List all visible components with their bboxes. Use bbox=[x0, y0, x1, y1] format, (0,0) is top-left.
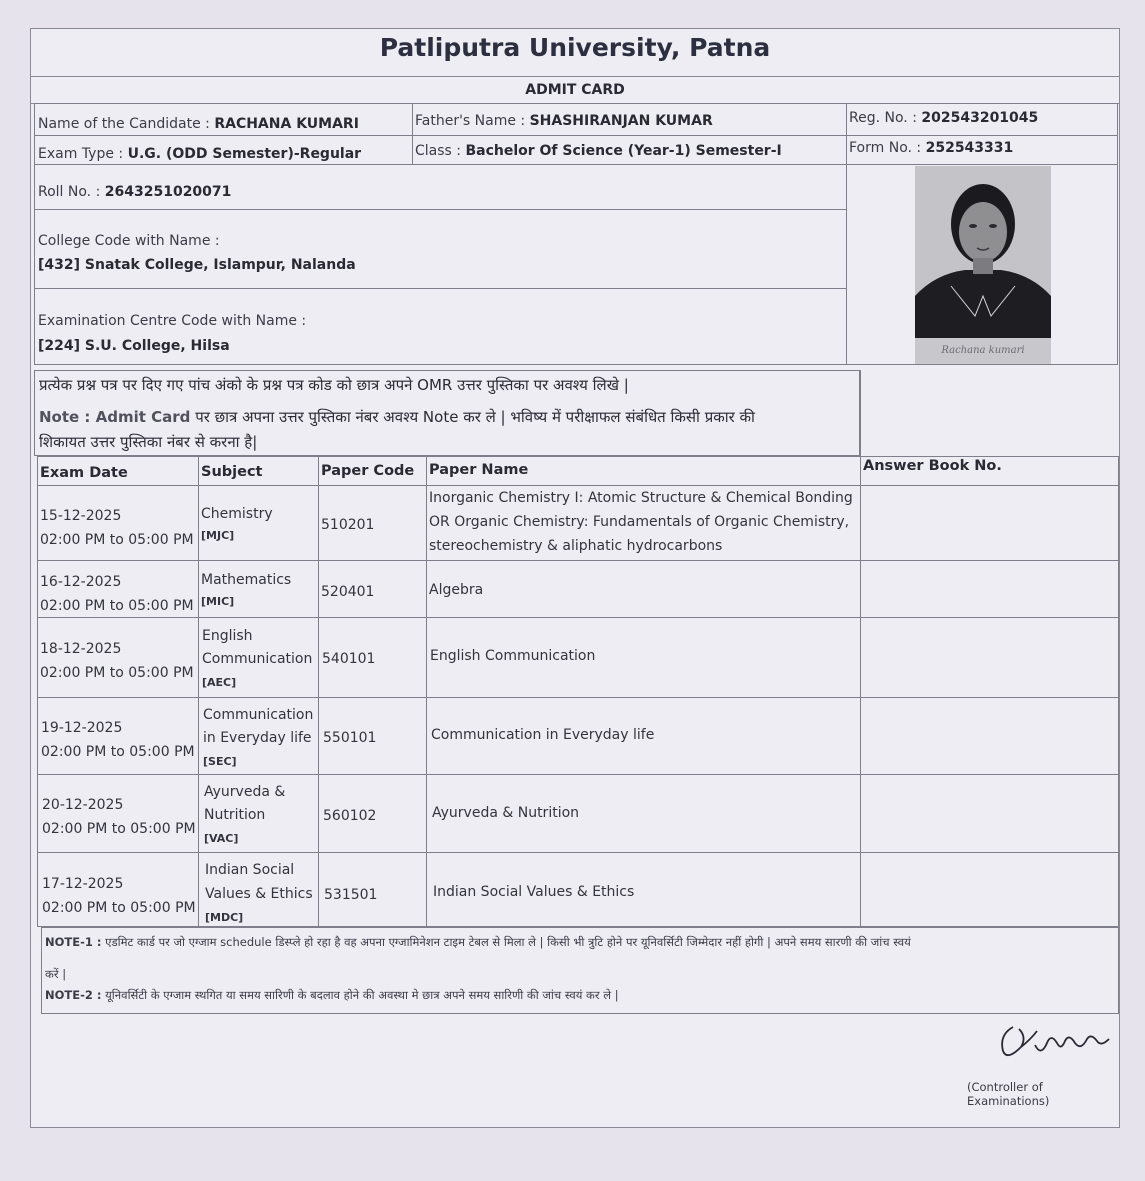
table-row-date: 18-12-2025 02:00 PM to 05:00 PM bbox=[40, 641, 194, 681]
table-row-code: 560102 bbox=[323, 808, 377, 824]
table-row-subject: Indian Social Values & Ethics [MDC] bbox=[205, 862, 313, 924]
table-row-date: 17-12-2025 02:00 PM to 05:00 PM bbox=[42, 876, 196, 916]
header-answer-book: Answer Book No. bbox=[863, 458, 1002, 474]
father-name: Father's Name : SHASHIRANJAN KUMAR bbox=[415, 113, 713, 129]
reg-no: Reg. No. : 202543201045 bbox=[849, 110, 1039, 126]
college-name: [432] Snatak College, Islampur, Nalanda bbox=[38, 257, 356, 273]
header-paper-code: Paper Code bbox=[321, 463, 415, 479]
row-divider bbox=[34, 209, 846, 210]
college-label: College Code with Name : bbox=[38, 233, 220, 249]
table-row-paper: Indian Social Values & Ethics bbox=[433, 884, 635, 900]
photo-signature: Rachana kumari bbox=[915, 338, 1051, 364]
table-row-code: 550101 bbox=[323, 730, 377, 746]
table-row-code: 510201 bbox=[321, 517, 375, 533]
exam-type: Exam Type : U.G. (ODD Semester)-Regular bbox=[38, 146, 362, 162]
table-row-paper: Inorganic Chemistry I: Atomic Structure & Chemical Bonding OR Organic Chemistry: Fundamentals of Organic Chemistry, stereochemistry & aliphatic hydrocarbons bbox=[429, 490, 853, 554]
table-row-subject: Chemistry [MJC] bbox=[201, 506, 273, 542]
centre-name: [224] S.U. College, Hilsa bbox=[38, 338, 230, 354]
table-row-date: 19-12-2025 02:00 PM to 05:00 PM bbox=[41, 720, 195, 760]
row-divider bbox=[34, 288, 846, 289]
row-divider bbox=[34, 164, 1118, 165]
table-row-subject: Ayurveda & Nutrition [VAC] bbox=[204, 784, 286, 845]
table-row-code: 520401 bbox=[321, 584, 375, 600]
admit-card-note-cont: शिकायत उत्तर पुस्तिका नंबर से करना है| bbox=[39, 433, 258, 451]
admit-card-note: Note : Admit Card पर छात्र अपना उत्तर पुस्तिका नंबर अवश्य Note कर ले | भविष्य में परीक्षाफल संबंधित किसी प्रकार की bbox=[39, 408, 755, 426]
col-divider bbox=[318, 456, 319, 927]
row-divider bbox=[37, 697, 1119, 698]
table-row-date: 20-12-2025 02:00 PM to 05:00 PM bbox=[42, 797, 196, 837]
header-exam-date: Exam Date bbox=[40, 465, 128, 481]
col-divider bbox=[426, 456, 427, 927]
table-row-subject: Mathematics [MIC] bbox=[201, 572, 292, 608]
roll-no: Roll No. : 2643251020071 bbox=[38, 184, 232, 200]
photo-portrait-icon bbox=[915, 166, 1051, 338]
university-title: Patliputra University, Patna bbox=[379, 33, 771, 62]
table-row-subject: Communication in Everyday life [SEC] bbox=[203, 707, 314, 768]
table-row-paper: Communication in Everyday life bbox=[431, 727, 655, 743]
instruction-line: प्रत्येक प्रश्न पत्र पर दिए गए पांच अंको के प्रश्न पत्र कोड को छात्र अपने OMR उत्तर पुस्तिका पर अवश्य लिखे | bbox=[39, 376, 629, 394]
col-divider bbox=[198, 456, 199, 927]
table-row-date: 16-12-2025 02:00 PM to 05:00 PM bbox=[40, 574, 194, 614]
table-row-paper: Algebra bbox=[429, 582, 484, 598]
header-paper-name: Paper Name bbox=[429, 462, 529, 478]
signature-icon bbox=[991, 1017, 1121, 1067]
row-divider bbox=[37, 852, 1119, 853]
admit-card-sheet bbox=[30, 28, 1120, 1128]
table-row-paper: English Communication bbox=[430, 648, 596, 664]
admit-card-heading: ADMIT CARD bbox=[31, 76, 1119, 104]
col-divider bbox=[846, 103, 847, 365]
col-divider bbox=[412, 103, 413, 164]
note-2: NOTE-2 : यूनिवर्सिटी के एग्जाम स्थगित या समय सारिणी के बदलाव होने की अवस्था मे छात्र अपने समय सारिणी की जांच स्वयं कर ले | bbox=[45, 988, 619, 1002]
centre-label: Examination Centre Code with Name : bbox=[38, 313, 307, 329]
col-divider bbox=[860, 370, 861, 927]
candidate-photo bbox=[915, 166, 1051, 338]
header-subject: Subject bbox=[201, 464, 263, 480]
table-row-code: 531501 bbox=[324, 887, 378, 903]
table-row-date: 15-12-2025 02:00 PM to 05:00 PM bbox=[40, 508, 194, 548]
table-row-code: 540101 bbox=[322, 651, 376, 667]
form-no: Form No. : 252543331 bbox=[849, 140, 1014, 156]
row-divider bbox=[37, 560, 1119, 561]
note-1: NOTE-1 : एडमिट कार्ड पर जो एग्जाम schedule डिस्प्ले हो रहा है वह अपना एग्जामिनेशन टाइम टेबल से मिला ले | किसी भी त्रुटि होने पर यूनिवर्सिटी जिम्मेदार नहीं होगी | अपने समय सारणी की जांच स्वयं bbox=[45, 935, 911, 949]
row-divider bbox=[37, 617, 1119, 618]
note-1-cont: करें | bbox=[45, 967, 67, 981]
controller-label: (Controller of Examinations) bbox=[967, 1080, 1050, 1108]
row-divider bbox=[34, 135, 1118, 136]
row-divider bbox=[37, 774, 1119, 775]
controller-signature bbox=[991, 1017, 1121, 1071]
table-row-subject: English Communication [AEC] bbox=[202, 628, 313, 689]
table-row-paper: Ayurveda & Nutrition bbox=[432, 805, 580, 821]
candidate-name: Name of the Candidate : RACHANA KUMARI bbox=[38, 116, 359, 132]
class-info: Class : Bachelor Of Science (Year-1) Semester-I bbox=[415, 143, 782, 159]
